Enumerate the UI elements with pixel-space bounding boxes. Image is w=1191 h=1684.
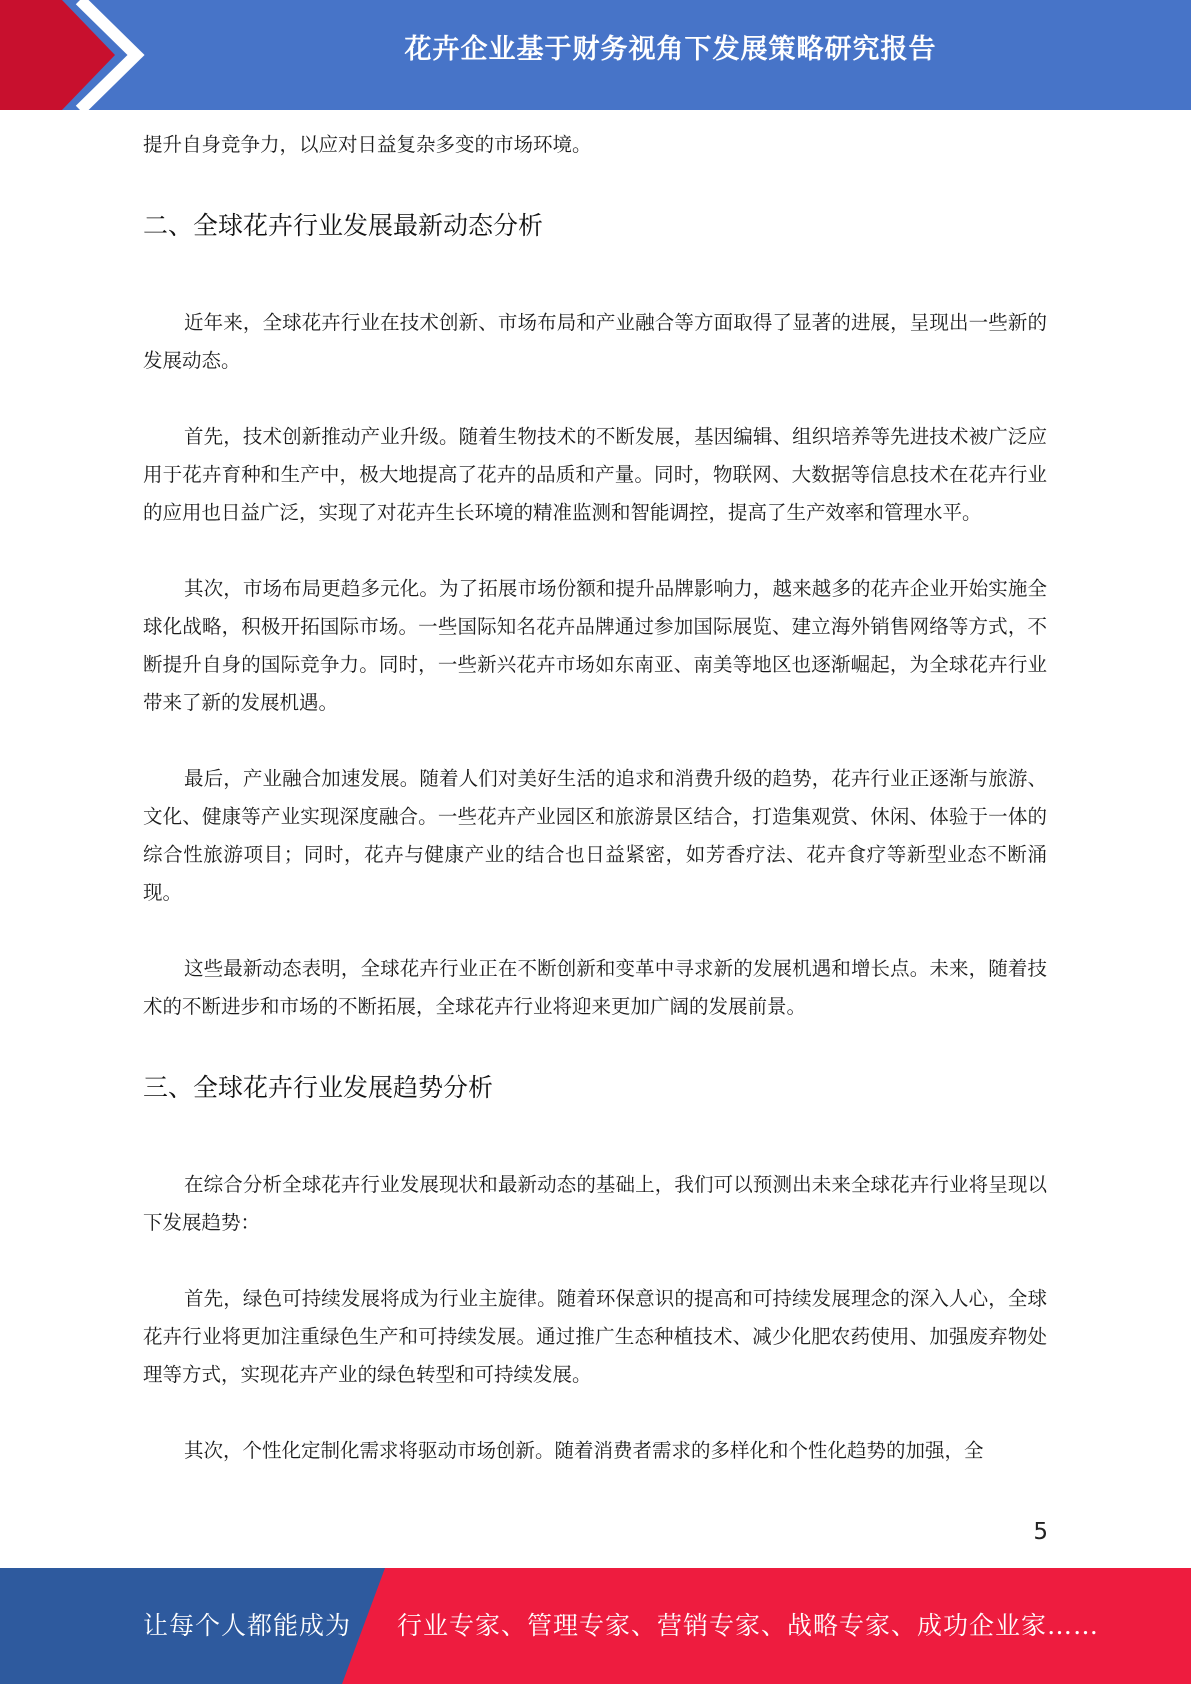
- paragraph: 其次，个性化定制化需求将驱动市场创新。随着消费者需求的多样化和个性化趋势的加强，全: [184, 1439, 984, 1462]
- footer-band: [0, 1568, 1191, 1684]
- page-number: 5: [1033, 1519, 1048, 1545]
- header-band: [0, 0, 1191, 110]
- paragraph: 近年来，全球花卉行业在技术创新、市场布局和产业融合等方面取得了显著的进展，呈现出一些新的发展动态。: [143, 311, 1047, 372]
- paragraph: 在综合分析全球花卉行业发展现状和最新动态的基础上，我们可以预测出未来全球花卉行业将呈现以下发展趋势：: [143, 1173, 1047, 1234]
- document-body: [143, 126, 1047, 1470]
- section-heading: 三、全球花卉行业发展趋势分析: [143, 1073, 494, 1102]
- paragraph: 首先，技术创新推动产业升级。随着生物技术的不断发展，基因编辑、组织培养等先进技术被广泛应用于花卉育种和生产中，极大地提高了花卉的品质和产量。同时，物联网、大数据等信息技术在花卉行业的应用也日益广泛，实现了对花卉生长环境的精准监测和智能调控，提高了生产效率和管理水平。: [143, 425, 1047, 524]
- section-heading: 二、全球花卉行业发展最新动态分析: [143, 211, 544, 240]
- continuation-text: 提升自身竞争力，以应对日益复杂多变的市场环境。: [143, 133, 592, 156]
- report-title: 花卉企业基于财务视角下发展策略研究报告: [404, 34, 937, 65]
- paragraph: 首先，绿色可持续发展将成为行业主旋律。随着环保意识的提高和可持续发展理念的深入人心，全球花卉行业将更加注重绿色生产和可持续发展。通过推广生态种植技术、减少化肥农药使用、加强废弃物处理等方式，实现花卉产业的绿色转型和可持续发展。: [143, 1287, 1047, 1386]
- section-development-trends: [143, 1068, 1047, 1470]
- footer-slogan-left: 让每个人都能成为: [143, 1611, 352, 1640]
- footer-slogan-right: 行业专家、管理专家、营销专家、战略专家、成功企业家……: [397, 1611, 1100, 1640]
- paragraph: 最后，产业融合加速发展。随着人们对美好生活的追求和消费升级的趋势，花卉行业正逐渐与旅游、文化、健康等产业实现深度融合。一些花卉产业园区和旅游景区结合，打造集观赏、休闲、体验于一体的综合性旅游项目；同时，花卉与健康产业的结合也日益紧密，如芳香疗法、花卉食疗等新型业态不断涌现。: [143, 767, 1047, 904]
- paragraph: 这些最新动态表明，全球花卉行业正在不断创新和变革中寻求新的发展机遇和增长点。未来，随着技术的不断进步和市场的不断拓展，全球花卉行业将迎来更加广阔的发展前景。: [143, 957, 1047, 1018]
- paragraph: 其次，市场布局更趋多元化。为了拓展市场份额和提升品牌影响力，越来越多的花卉企业开始实施全球化战略，积极开拓国际市场。一些国际知名花卉品牌通过参加国际展览、建立海外销售网络等方式，不断提升自身的国际竞争力。同时，一些新兴花卉市场如东南亚、南美等地区也逐渐崛起，为全球花卉行业带来了新的发展机遇。: [143, 577, 1047, 714]
- section-latest-trends: [143, 206, 1047, 1026]
